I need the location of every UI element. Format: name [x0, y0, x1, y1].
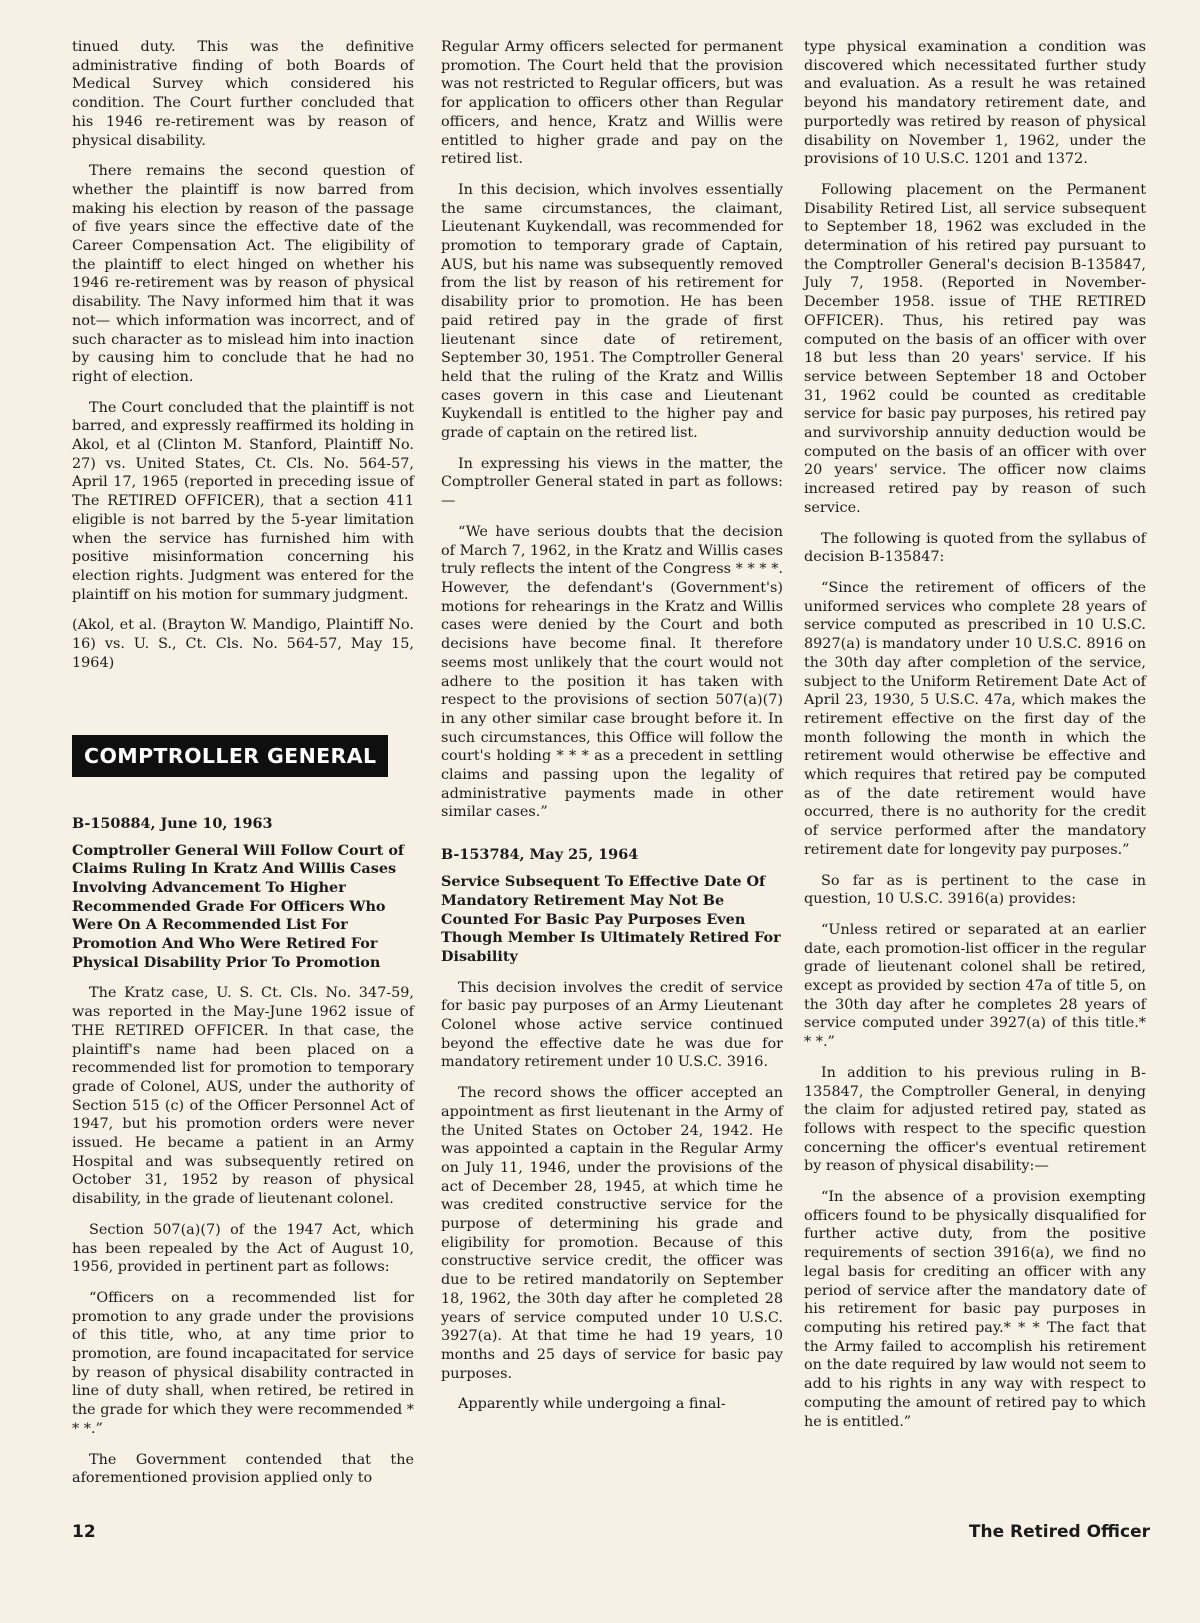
paragraph: The Kratz case, U. S. Ct. Cls. No. 347-59, was reported in the May-June 1962 issue of THE RETIRED OFFICER. In that case, the plaintiff's name had been placed on a recommended list for promotion to temporary grade of Colonel, AUS, under the authority of Section 515 (c) of the Officer Personnel Act of 1947, but his promotion orders were never issued. He became a patient in an Army Hospital and was subsequently retired on October 31, 1952 by reason of physical disability, in the grade of lieutenant colonel. [72, 985, 414, 1208]
paragraph: The following is quoted from the syllabus of decision B-135847: [804, 530, 1146, 566]
column-right [804, 38, 1146, 1443]
case-headline: Service Subsequent To Effective Date Of Mandatory Retirement May Not Be Counted For Basic Pay Purposes Even Though Member Is Ultimately Retired For Disability [441, 873, 781, 965]
paragraph: In expressing his views in the matter, the Comptroller General stated in part as follows:— [441, 455, 783, 510]
case-id: B-150884, June 10, 1963 [72, 814, 273, 832]
paragraph: Section 507(a)(7) of the 1947 Act, which has been repealed by the Act of August 10, 1956, provided in pertinent part as follows: [72, 1221, 414, 1276]
paragraph: The record shows the officer accepted an appointment as first lieutenant in the Army of the United States on October 24, 1942. He was appointed a captain in the Regular Army on July 11, 1946, under the provisions of the act of December 28, 1945, at which time he was credited constructive service for the purpose of determining his grade and eligibility for promotion. Because of this constructive service credit, the officer was due to be retired mandatorily on September 18, 1962, the 30th day after he completed 28 years of service computed under 10 U.S.C. 3927(a). At that time he had 19 years, 10 months and 25 days of service for basic pay purposes. [441, 1085, 783, 1382]
quotation: “In the absence of a provision exempting officers found to be physically disqualified for further active duty, from the positive requirements of section 3916(a), we find no legal basis for crediting an officer with any period of service after the mandatory date of his retirement for basic pay purposes in computing his retired pay.* * * The fact that the Army failed to accomplish his retirement on the date required by law would not seem to add to his rights in any way with respect to computing the amount of retired pay to which he is entitled.” [804, 1189, 1146, 1430]
paragraph: In this decision, which involves essentially the same circumstances, the claimant, Lieutenant Kuykendall, was recommended for promotion to temporary grade of Captain, AUS, but his name was subsequently removed from the list by reason of his retirement for disability prior to promotion. He has been paid retired pay in the grade of first lieutenant since date of retirement, September 30, 1951. The Comptroller General held that the ruling of the Kratz and Willis cases govern in this case and Lieutenant Kuykendall is entitled to the higher pay and grade of captain on the retired list. [441, 181, 783, 442]
case-id: B-153784, May 25, 1964 [441, 846, 639, 864]
page-number: 12 [72, 1522, 96, 1542]
paragraph: There remains the second question of whether the plaintiff is now barred from making his election by reason of the passage of five years since the effective date of the Career Compensation Act. The eligibility of the plaintiff to elect hinged on whether his 1946 re-retirement was by reason of physical disability. The Navy informed him that it was not— which information was incorrect, and of such character as to mislead him into inaction by causing him to conclude that he had no right of election. [72, 163, 414, 385]
paragraph: tinued duty. This was the definitive administrative finding of both Boards of Medical Survey which considered his condition. The Court further concluded that his 1946 re-retirement was by reason of physical disability. [72, 39, 414, 149]
paragraph: The Government contended that the aforementioned provision applied only to [72, 1451, 414, 1487]
quotation: “Unless retired or separated at an earlier date, each promotion-list officer in the regular grade of lieutenant colonel shall be retired, except as provided by section 47a of title 5, on the 30th day after he completes 28 years of service computed under 3927(a) of this title.* * *.” [804, 921, 1146, 1051]
paragraph: Apparently while undergoing a final- [458, 1396, 726, 1413]
quotation: “Since the retirement of officers of the uniformed services who complete 28 years of service computed as prescribed in 10 U.S.C. 8927(a) is mandatory under 10 U.S.C. 8916 on the 30th day after completion of the service, subject to the Uniform Retirement Date Act of April 23, 1930, 5 U.S.C. 47a, which makes the retirement effective on the first day of the month following the month in which the retirement would otherwise be effective and which requires that retired pay be computed as of the date retirement would have occurred, there is no authority for the credit of service performed after the mandatory retirement date for longevity pay purposes.” [804, 579, 1146, 858]
paragraph: So far as is pertinent to the case in question, 10 U.S.C. 3916(a) provides: [804, 872, 1146, 908]
paragraph: Following placement on the Permanent Disability Retired List, all service subsequent to September 18, 1962 was excluded in the determination of his retired pay pursuant to the Comptroller General's decision B-135847, July 7, 1958. (Reported in November-December 1958. issue of THE RETIRED OFFICER). Thus, his retired pay was computed on the basis of an officer with over 18 but less than 20 years' service. If his service between September 18 and October 31, 1962 could be counted as creditable service for basic pay purposes, his retired pay and survivorship annuity deduction would be computed on the basis of an officer with over 20 years' service. The officer now claims increased retired pay by reason of such service. [804, 181, 1146, 516]
paragraph: This decision involves the credit of service for basic pay purposes of an Army Lieutenant Colonel whose active service continued beyond the effective date he was due for mandatory retirement under 10 U.S.C. 3916. [441, 979, 783, 1071]
column-middle [441, 38, 783, 1426]
column-left [72, 38, 414, 1500]
section-heading-comptroller-general: COMPTROLLER GENERAL [72, 735, 388, 777]
paragraph: Regular Army officers selected for permanent promotion. The Court held that the provision was not restricted to Regular officers, but was for application to officers other than Regular officers, and hence, Kratz and Willis were entitled to higher grade and pay on the retired list. [441, 39, 783, 168]
case-headline: Comptroller General Will Follow Court of Claims Ruling In Kratz And Willis Cases Involving Advancement To Higher Recommended Grade For Officers Who Were On A Recommended List For Promotion And Who Were Retired For Physical Disability Prior To Promotion [72, 841, 405, 971]
quotation: “We have serious doubts that the decision of March 7, 1962, in the Kratz and Willis cases truly reflects the intent of the Congress * * * *. However, the defendant's (Government's) motions for rehearings in the Kratz and Willis cases were denied by the Court and both decisions have become final. It therefore seems most unlikely that the court would not adhere to the position it has taken with respect to the provisions of section 507(a)(7) in any other similar case brought before it. In such circumstances, this Office will follow the court's holding * * * as a precedent in settling claims and passing upon the legality of administrative payments made in other similar cases.” [441, 523, 783, 821]
paragraph: In addition to his previous ruling in B-135847, the Comptroller General, in denying the claim for adjusted retired pay, stated as follows with respect to the specific question concerning the officer's eventual retirement by reason of physical disability:— [804, 1064, 1146, 1175]
quotation: “Officers on a recommended list for promotion to any grade under the provisions of this title, who, at any time prior to promotion, are found incapacitated for service by reason of physical disability contracted in line of duty shall, when retired, be retired in the grade for which they were recommended * * *.” [72, 1289, 414, 1437]
paragraph: type physical examination a condition was discovered which necessitated further study and evaluation. As a result he was retained beyond his mandatory retirement date, and purportedly was retired by reason of physical disability on November 1, 1962, under the provisions of 10 U.S.C. 1201 and 1372. [804, 39, 1146, 168]
publication-title: The Retired Officer [968, 1522, 1150, 1542]
paragraph: The Court concluded that the plaintiff is not barred, and expressly reaffirmed its holding in Akol, et al (Clinton M. Stanford, Plaintiff No. 27) vs. United States, Ct. Cls. No. 564-57, April 17, 1965 (reported in preceding issue of The RETIRED OFFICER), that a section 411 eligible is not barred by the 5-year limitation when the service has furnished him with positive misinformation concerning his election rights. Judgment was entered for the plaintiff on his motion for summary judgment. [72, 399, 414, 603]
case-citation: (Akol, et al. (Brayton W. Mandigo, Plaintiff No. 16) vs. U. S., Ct. Cls. No. 564-57, May 15, 1964) [72, 617, 414, 671]
